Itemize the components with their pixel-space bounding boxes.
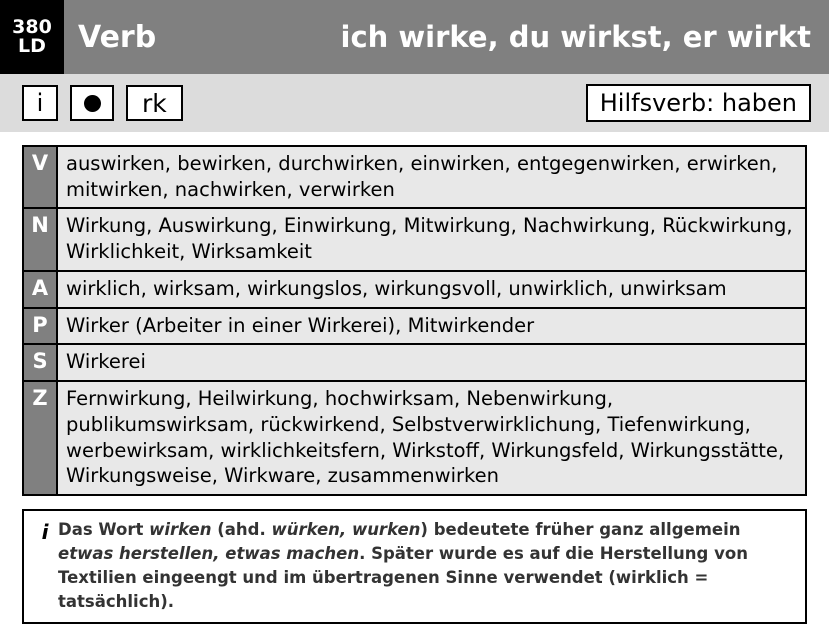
table-row [24,309,805,346]
card-header [0,0,829,74]
stem-chip: rk [126,85,183,121]
table-row [24,209,805,271]
card-subheader [0,74,829,132]
dot-icon [84,95,101,112]
table-row [24,345,805,382]
row-tag-p: P [24,309,58,344]
row-tag-a: A [24,272,58,307]
card-series: LD [18,35,46,57]
card-number-box [0,0,64,74]
card-number: 380 [12,16,52,38]
dot-chip [70,85,114,121]
word-family-table [22,145,807,496]
verb-forms: ich wirke, du wirkst, er wirkt [340,20,811,54]
table-row [24,272,805,309]
row-tag-v: V [24,147,58,207]
row-content-v: auswirken, bewirken, durchwirken, einwirken, entgegenwirken, erwirken, mitwirken, nachwirken, verwirken [58,147,805,207]
etymology-note [22,509,807,624]
info-icon: i [41,520,49,545]
row-content-a: wirklich, wirksam, wirkungslos, wirkungsvoll, unwirklich, unwirksam [58,272,805,307]
row-content-z: Fernwirkung, Heilwirkung, hochwirksam, Nebenwirkung, publikumswirksam, rückwirkend, Selbstverwirklichung, Tiefenwirkung, werbewirksam, wirklichkeitsfern, Wirkstoff, Wirkungsfeld, Wirkungsstätte, Wirkungsweise, Wirkware, zusammenwirken [58,382,805,494]
row-content-n: Wirkung, Auswirkung, Einwirkung, Mitwirkung, Nachwirkung, Rückwirkung, Wirklichkeit, Wirksamkeit [58,209,805,269]
vowel-chip: i [22,85,58,121]
auxiliary-verb-box: Hilfsverb: haben [586,84,811,122]
row-tag-s: S [24,345,58,380]
table-row [24,382,805,494]
table-row [24,147,805,209]
word-class-label: Verb [78,19,157,55]
row-tag-n: N [24,209,58,269]
etymology-note-text: Das Wort wirken (ahd. würken, wurken) bedeutete früher ganz allgemein etwas herstellen, etwas machen. Später wurde es auf die Herstellung von Textilien eingeengt und im übertragenen Sinne verwendet (wirklich = tatsächlich). [58,520,748,611]
row-content-p: Wirker (Arbeiter in einer Wirkerei), Mitwirkender [58,309,805,344]
row-content-s: Wirkerei [58,345,805,380]
row-tag-z: Z [24,382,58,494]
